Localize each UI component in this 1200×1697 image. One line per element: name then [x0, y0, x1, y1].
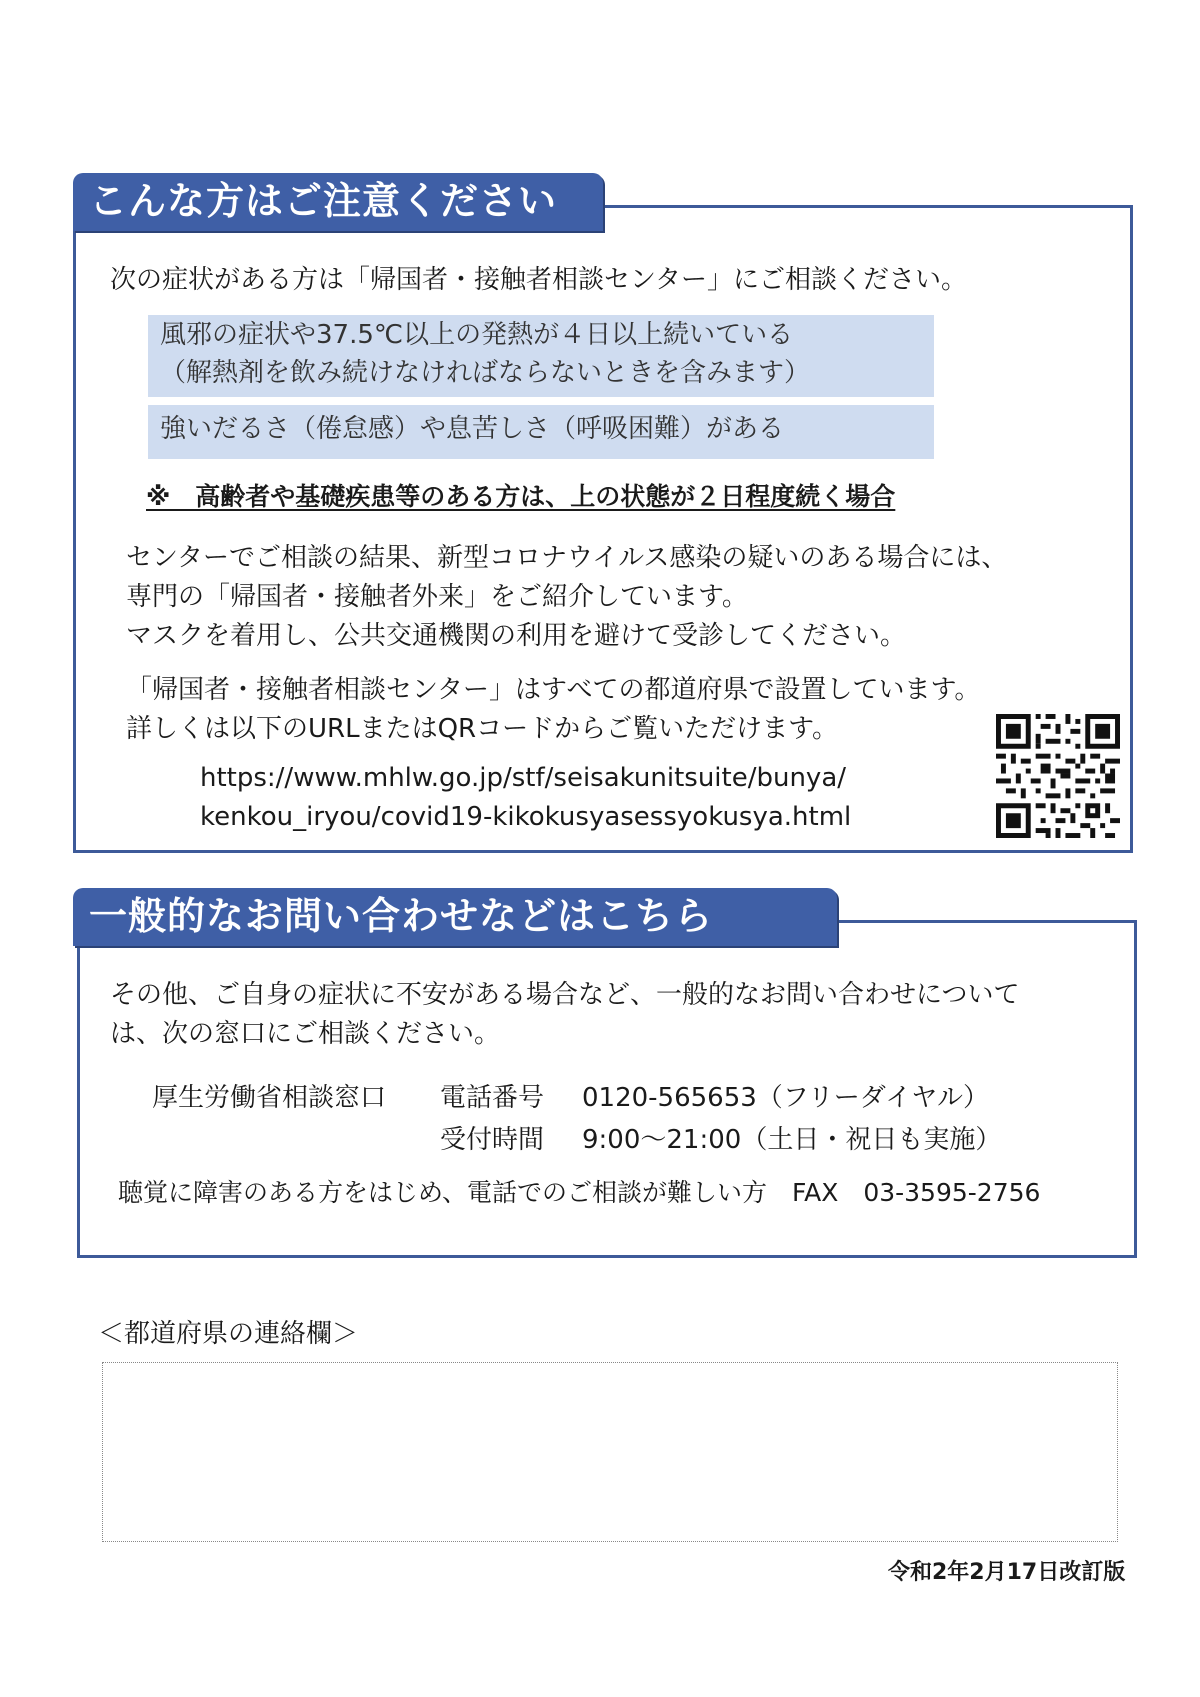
inquiry-intro-line-2: は、次の窓口にご相談ください。 — [110, 1019, 501, 1049]
para1-line-3: マスクを着用し、公共交通機関の利用を避けて受診してください。 — [126, 621, 907, 651]
inquiry-heading: 一般的なお問い合わせなどはこちら — [73, 888, 837, 946]
caution-section — [73, 205, 1133, 853]
inquiry-intro-line-1: その他、ご自身の症状に不安がある場合など、一般的なお問い合わせについて — [110, 980, 1020, 1010]
para1-line-1: センターでご相談の結果、新型コロナウイルス感染の疑いのある場合には、 — [126, 543, 1008, 573]
office-name: 厚生労働省相談窓口 — [152, 1083, 387, 1113]
phone-label: 電話番号 — [440, 1083, 545, 1113]
para2-line-1: 「帰国者・接触者相談センター」はすべての都道府県で設置しています。 — [126, 675, 981, 705]
caution-heading: こんな方はご注意ください — [73, 173, 603, 231]
hours-label: 受付時間 — [440, 1125, 545, 1155]
para1-line-2: 専門の「帰国者・接触者外来」をご紹介しています。 — [126, 582, 748, 612]
revision-date: 令和2年2月17日改訂版 — [888, 1560, 1126, 1585]
contact-heading: ＜都道府県の連絡欄＞ — [98, 1319, 359, 1349]
fax-info: 聴覚に障害のある方をはじめ、電話でのご相談が難しい方 FAX 03-3595-2756 — [118, 1178, 1041, 1207]
qr-code-icon[interactable] — [996, 714, 1120, 838]
contact-field-box — [102, 1362, 1118, 1542]
info-url-line-2[interactable]: kenkou_iryou/covid19-kikokusyasessyokusya.html — [200, 802, 852, 832]
hours-value: 9:00～21:00（土日・祝日も実施） — [582, 1125, 1002, 1155]
info-url-line-1[interactable]: https://www.mhlw.go.jp/stf/seisakunitsuite/bunya/ — [200, 763, 847, 793]
elderly-note: ※ 高齢者や基礎疾患等のある方は、上の状態が２日程度続く場合 — [146, 482, 896, 511]
symptom-2: 強いだるさ（倦怠感）や息苦しさ（呼吸困難）がある — [160, 414, 785, 444]
symptom-1-line-1: 風邪の症状や37.5℃以上の発熱が４日以上続いている — [160, 320, 794, 350]
caution-intro: 次の症状がある方は「帰国者・接触者相談センター」にご相談ください。 — [110, 265, 967, 295]
para2-line-2: 詳しくは以下のURLまたはQRコードからご覧いただけます。 — [126, 714, 839, 744]
symptom-1-line-2: （解熱剤を飲み続けなければならないときを含みます） — [160, 358, 811, 388]
phone-value[interactable]: 0120-565653（フリーダイヤル） — [582, 1083, 989, 1113]
